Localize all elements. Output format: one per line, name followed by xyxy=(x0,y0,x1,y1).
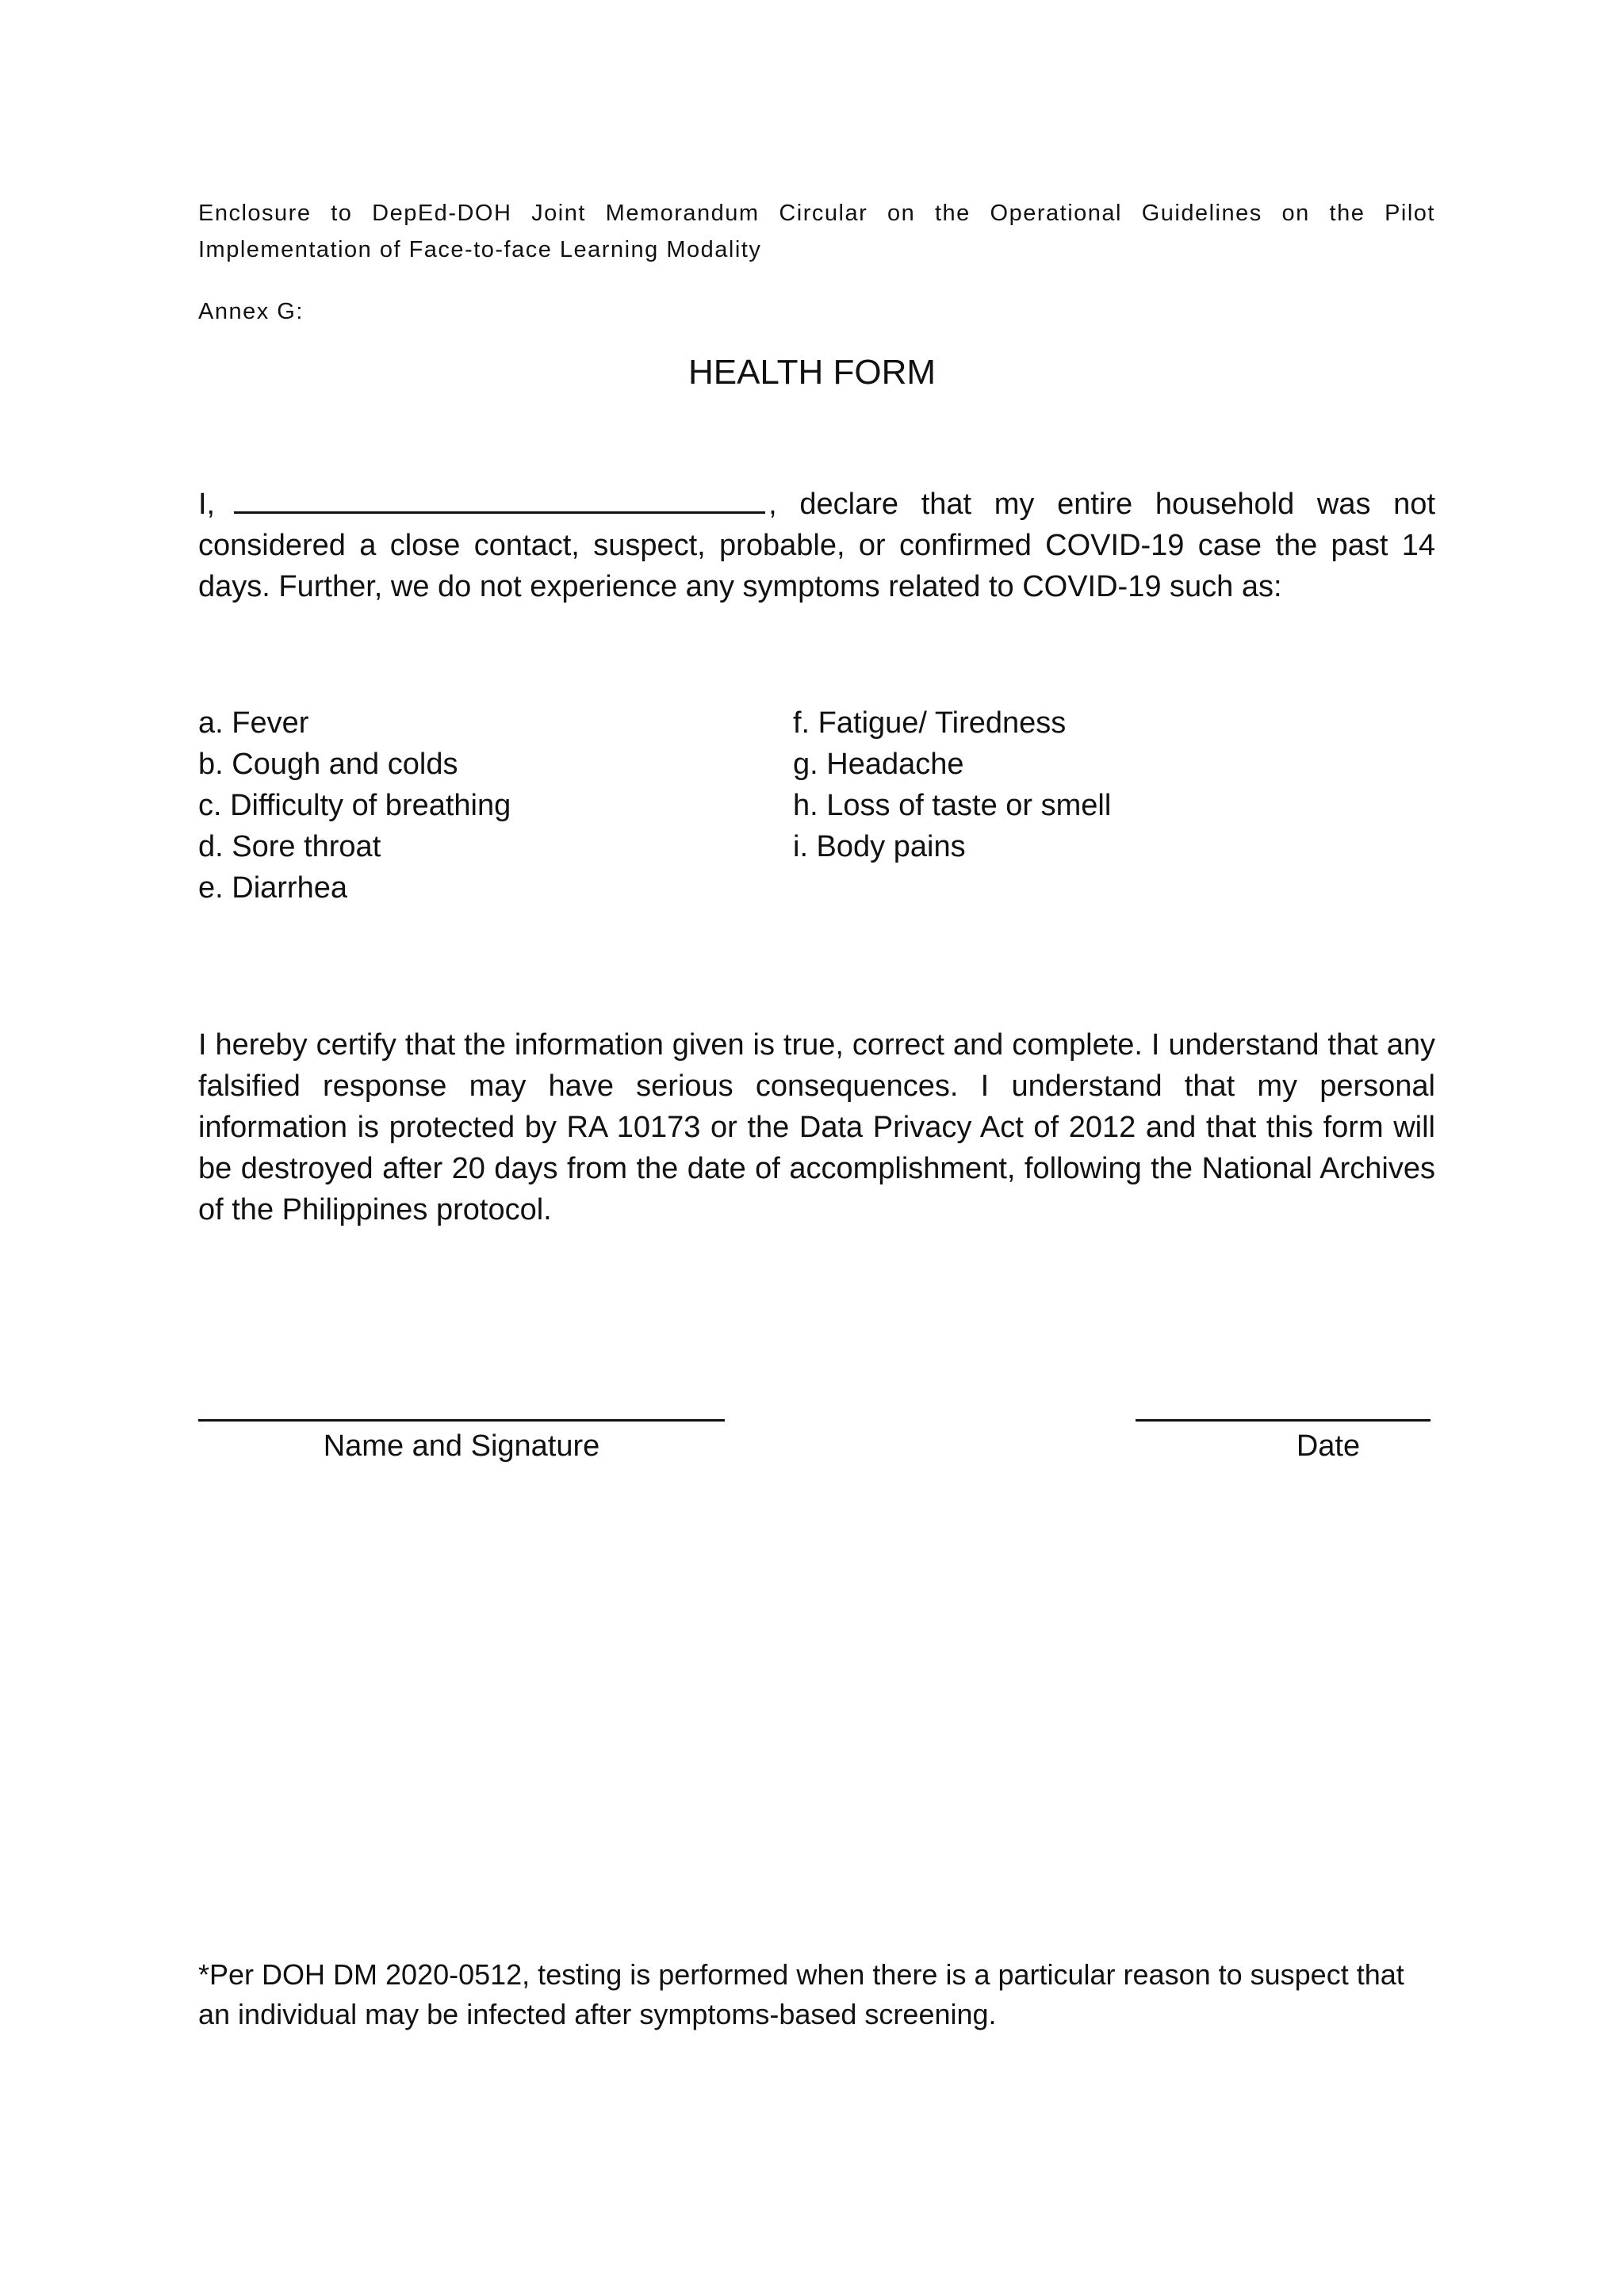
declaration-paragraph xyxy=(198,484,1435,607)
signature-label: Name and Signature xyxy=(323,1429,600,1463)
list-item: g. Headache xyxy=(793,748,964,781)
symptom-column-left xyxy=(198,702,753,909)
signature-line[interactable] xyxy=(198,1419,725,1422)
list-item: c. Difficulty of breathing xyxy=(198,789,511,822)
enclosure-note: Enclosure to DepEd-DOH Joint Memorandum Circular on the Operational Guidelines on the Pilot Implementation of Face-to-face Learning Modality xyxy=(198,201,1435,262)
list-item: b. Cough and colds xyxy=(198,748,458,781)
name-blank-line[interactable] xyxy=(234,488,765,514)
declaration-prefix: I, xyxy=(198,488,216,521)
list-item: e. Diarrhea xyxy=(198,871,347,905)
date-line[interactable] xyxy=(1136,1419,1431,1422)
annex-label: Annex G: xyxy=(198,299,304,324)
form-title: HEALTH FORM xyxy=(688,353,936,392)
list-item: i. Body pains xyxy=(793,830,966,863)
list-item: f. Fatigue/ Tiredness xyxy=(793,706,1067,740)
date-label: Date xyxy=(1296,1429,1361,1463)
footnote: *Per DOH DM 2020-0512, testing is performed when there is a particular reason to suspect that an individual may be infected after symptoms-based screening. xyxy=(198,1958,1404,2030)
list-item: d. Sore throat xyxy=(198,830,381,863)
declaration-text: , declare that my entire household was not considered a close contact, suspect, probable, or confirmed COVID-19 case the past 14 days. Further, we do not experience any symptoms related to COVID-19 such as: xyxy=(198,488,1435,603)
symptom-column-right xyxy=(793,702,1427,867)
certification-paragraph: I hereby certify that the information given is true, correct and complete. I understand that any falsified response may have serious consequences. I understand that my personal information is protected by RA 10173 or the Data Privacy Act of 2012 and that this form will be destroyed after 20 days from the date of accomplishment, following the National Archives of the Philippines protocol. xyxy=(198,1028,1435,1226)
list-item: h. Loss of taste or smell xyxy=(793,789,1112,822)
list-item: a. Fever xyxy=(198,706,309,740)
